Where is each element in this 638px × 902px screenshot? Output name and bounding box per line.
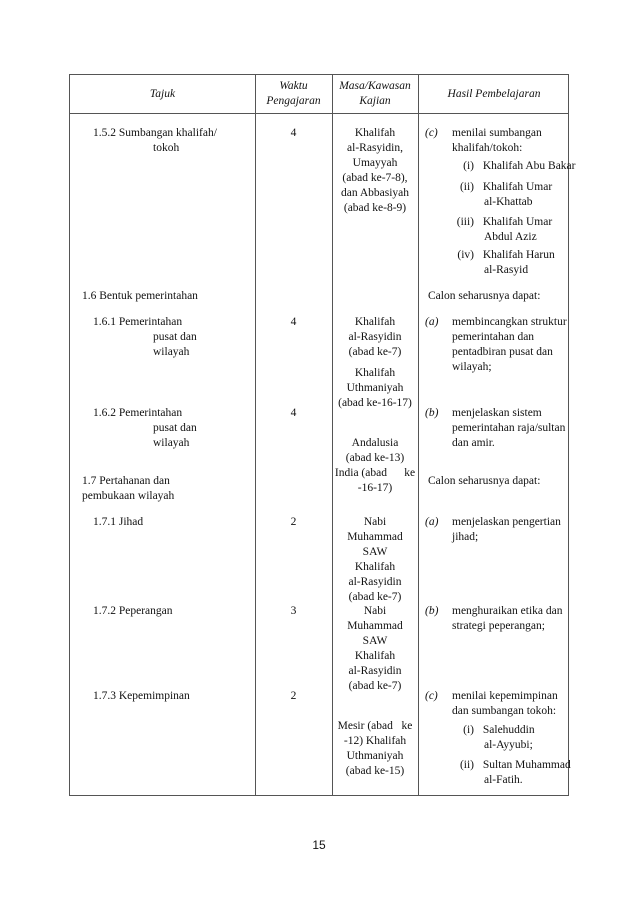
waktu-1-5-2: 4	[290, 127, 297, 139]
list-item: (i) Salehuddin al-Ayyubi;	[463, 724, 535, 751]
masa-1-7-1: Nabi Muhammad SAW Khalifah al-Rasyidin (abad ke-7)	[347, 516, 403, 603]
section-1-6-title: 1.6 Bentuk pemerintahan	[82, 290, 198, 302]
letter-a: (a)	[425, 316, 439, 328]
column-divider	[255, 75, 256, 795]
tajuk-1-7-3: 1.7.3 Kepemimpinan	[93, 690, 190, 702]
letter-a: (a)	[425, 516, 439, 528]
letter-c: (c)	[425, 690, 438, 702]
header-tajuk: Tajuk	[149, 88, 176, 100]
hasil-1-6-2: menjelaskan sistem pemerintahan raja/sultan dan amir.	[452, 407, 566, 449]
list-item: (iii) Khalifah Umar Abdul Aziz	[456, 216, 553, 243]
syllabus-table	[69, 74, 576, 796]
tajuk-1-7-1: 1.7.1 Jihad	[93, 516, 144, 528]
masa-1-7-3: Mesir (abad ke -12) Khalifah Uthmaniyah (abad ke-15)	[337, 719, 413, 777]
tajuk-1-5-2: 1.5.2 Sumbangan khalifah/ tokoh	[93, 127, 217, 154]
list-item: (ii) Sultan Muhammad al-Fatih.	[459, 759, 571, 786]
hasil-1-7-3: menilai kepemimpinan dan sumbangan tokoh:	[452, 690, 558, 717]
waktu-1-6-2: 4	[290, 407, 297, 419]
waktu-1-7-1: 2	[290, 516, 297, 528]
masa-1-5-2: Khalifah al-Rasyidin, Umayyah (abad ke-7-8), dan Abbasiyah (abad ke-8-9)	[340, 127, 410, 214]
masa-1-7-2: Nabi Muhammad SAW Khalifah al-Rasyidin (abad ke-7)	[347, 605, 403, 692]
list-item: (ii) Khalifah Umar al-Khattab	[459, 181, 553, 208]
list-item: (iv) Khalifah Harun al-Rasyid	[457, 249, 555, 276]
hasil-1-7-2: menghuraikan etika dan strategi peperangan;	[452, 605, 563, 632]
tajuk-1-6-1: 1.6.1 Pemerintahan pusat dan wilayah	[93, 316, 197, 358]
hasil-1-6-1: membincangkan struktur pemerintahan dan pentadbiran pusat dan wilayah;	[452, 316, 567, 373]
masa-1-6-2: Andalusia (abad ke-13) India (abad ke -16-17)	[334, 436, 416, 494]
tajuk-1-6-2: 1.6.2 Pemerintahan pusat dan wilayah	[93, 407, 197, 449]
letter-c: (c)	[425, 127, 438, 139]
page-number: 15	[312, 838, 326, 852]
header-waktu: Waktu Pengajaran	[266, 80, 321, 107]
waktu-1-6-1: 4	[290, 316, 297, 328]
header-hasil: Hasil Pembelajaran	[447, 88, 541, 100]
letter-b: (b)	[425, 605, 439, 617]
calon-text: Calon seharusnya dapat:	[428, 475, 541, 487]
section-1-7-title: 1.7 Pertahanan dan pembukaan wilayah	[82, 475, 175, 502]
waktu-1-7-3: 2	[290, 690, 297, 702]
letter-b: (b)	[425, 407, 439, 419]
header-masa-kawasan: Masa/Kawasan Kajian	[339, 80, 411, 107]
list-item: (i) Khalifah Abu Bakar	[463, 160, 576, 172]
column-divider	[418, 75, 419, 795]
calon-text: Calon seharusnya dapat:	[428, 290, 541, 302]
masa-1-6-1: Khalifah al-Rasyidin (abad ke-7) Khalifah Uthmaniyah (abad ke-16-17)	[338, 316, 412, 409]
waktu-1-7-2: 3	[290, 605, 297, 617]
hasil-1-5-2: menilai sumbangan khalifah/tokoh:	[452, 127, 542, 154]
header-divider	[70, 113, 568, 114]
tajuk-1-7-2: 1.7.2 Peperangan	[93, 605, 173, 617]
hasil-1-7-1: menjelaskan pengertian jihad;	[452, 516, 561, 543]
